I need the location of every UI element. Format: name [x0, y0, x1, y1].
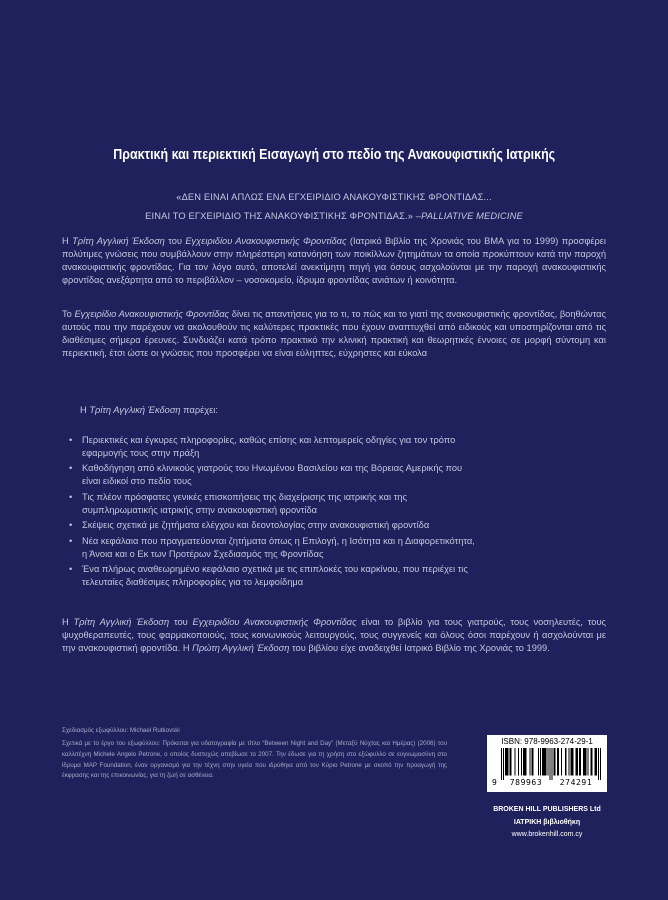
- text-run: Το: [62, 309, 75, 319]
- edition-name: Τρίτη Αγγλική Έκδοση: [72, 236, 165, 246]
- ean13-barcode: [501, 748, 601, 780]
- text-run: Η: [80, 405, 90, 415]
- barcode-bar: [568, 748, 569, 775]
- isbn-number: ISBN: 978-9963-274-29-1: [501, 737, 593, 746]
- barcode-bar: [583, 748, 586, 775]
- barcode-bar: [542, 748, 546, 775]
- bullet-icon: [69, 519, 72, 532]
- barcode-guard-bar: [549, 748, 550, 780]
- barcode-bar: [532, 748, 534, 775]
- text-run: είναι το βιβλίο για τους γιατρούς, τους νοσηλευτές, τους ψυχοθεραπευτές, τους φαρμακοποιούς, τους κοινωνικούς λειτουργούς, τους συγγενείς και όλους όσοι παρέχουν ή ασχολούνται με την ανακουφιστική φροντίδα. Η: [62, 617, 607, 653]
- barcode-bar: [547, 748, 548, 775]
- bullet-icon: [69, 434, 72, 447]
- barcode-bar: [565, 748, 566, 775]
- intro-paragraph: [62, 235, 606, 287]
- barcode-bar: [523, 748, 526, 775]
- review-quote-line-1: «ΔΕΝ ΕΙΝΑΙ ΑΠΛΩΣ ΕΝΑ ΕΓΧΕΙΡΙΔΙΟ ΑΝΑΚΟΥΦΙΣΤΙΚΗΣ ΦΡΟΝΤΙΔΑΣ...: [176, 192, 492, 202]
- barcode-bar: [554, 748, 556, 775]
- feature-text: Καθοδήγηση από κλινικούς γιατρούς του Ηνωμένου Βασιλείου και της Βόρειας Αμερικής που είναι ειδικοί στο πεδίο τους: [82, 463, 463, 487]
- cover-design-credit: Σχεδιασμός εξωφύλλου: Michael Rutkovski: [62, 727, 180, 734]
- barcode-guard-bar: [552, 748, 553, 780]
- text-run: Η: [62, 617, 74, 627]
- publisher-imprint: ΙΑΤΡΙΚΗ βιβλιοθήκη: [513, 818, 581, 826]
- barcode-bar: [570, 748, 573, 775]
- description-paragraph: [62, 308, 606, 360]
- feature-item: [66, 491, 480, 517]
- barcode-right-digits: 274291: [559, 778, 593, 787]
- barcode-bar: [579, 748, 581, 775]
- text-run: του βιβλίου είχε αναδειχθεί Ιατρικό Βιβλίο της Χρονιάς το 1999.: [289, 642, 550, 653]
- book-title: Εγχειρίδιο Ανακουφιστικής Φροντίδας: [74, 309, 230, 319]
- barcode-lead-digit: 9: [492, 778, 497, 787]
- feature-text: Περιεκτικές και έγκυρες πληροφορίες, καθώς επίσης και λεπτομερείς οδηγίες για τον τρόπο εφαρμογής τους στην πράξη: [82, 435, 456, 458]
- barcode-bar: [505, 748, 508, 775]
- text-run: Η: [62, 236, 73, 246]
- barcode-guard-bar: [503, 748, 504, 780]
- barcode-guard-bar: [598, 748, 599, 780]
- barcode-bar: [515, 748, 516, 775]
- feature-item: [66, 519, 480, 532]
- cover-artwork-note: Σχετικά με το έργο του εξωφύλλου: Πρόκειται για υδατογραφία με τίτλο “Between Night and Day” (Μεταξύ Νύχτας και Ημέρας) (2006) του καλλιτέχνη Michele Angelo Petrone, ο οποίος δυστυχώς απεβίωσε το 2007. Την έδωσε για τη χρήση στο εξώφυλλο σε ευγνωμοσύνη στο ίδρυμα MAP Foundation, έναν οργανισμό για την τέχνη στην υγεία που ιδρύθηκε από τον Κύριο Petrone με σκοπό την προαγωγή της έκφρασης και της επικοινωνίας, για τη ζωή σε ασθένεια.: [62, 740, 447, 780]
- cover-headline: [0, 145, 668, 165]
- barcode-bar: [509, 748, 511, 775]
- feature-text: Σκέψεις σχετικά με ζητήματα ελέγχου και δεοντολογίας στην ανακουφιστική φροντίδα: [82, 520, 430, 531]
- edition-name: Πρώτη Αγγλική Έκδοση: [192, 642, 290, 653]
- publisher-website: www.brokenhill.com.cy: [511, 831, 583, 838]
- barcode-bar: [587, 748, 588, 775]
- feature-item: [66, 462, 480, 488]
- barcode-left-digits: 789963: [509, 778, 543, 787]
- text-run: δίνει τις απαντήσεις για το τι, το πώς και το γιατί της ανακουφιστικής φροντίδας, βοηθώντας αυτούς που την παρέχουν να ακολουθούν τις καλύτερες πρακτικές που έχουν αναπτυχθεί από ειδικούς και υποστηρίζονται από τις διαθέσιμες σήμερα έρευνες. Συνδυάζει κατά τρόπο πρακτικό την κλινική πρακτική και θεωρητικές έννοιες σε μορφή σύντομη και περιεκτική, έτσι ώστε οι γνώσεις που προσφέρει να είναι εύληπτες, εύχρηστες και εύκολα: [62, 309, 606, 358]
- text-run: του: [164, 236, 186, 246]
- barcode-bar: [576, 748, 578, 775]
- barcode-bar: [540, 748, 541, 775]
- cover-headline-text: Πρακτική και περιεκτική Εισαγωγή στο πεδίο της Ανακουφιστικής Ιατρικής: [113, 146, 555, 163]
- barcode-bar: [557, 748, 559, 775]
- feature-item: [66, 563, 480, 589]
- review-quote-source: –PALLIATIVE MEDICINE: [415, 211, 523, 221]
- feature-item: [66, 434, 480, 460]
- book-title: Εγχειριδίου Ανακουφιστικής Φροντίδας: [192, 617, 357, 627]
- review-quote-line-2: [0, 210, 668, 222]
- publisher-block: [482, 804, 612, 842]
- feature-text: Ένα πλήρως αναθεωρημένο κεφάλαιο σχετικά με τις επιπλοκές του καρκίνου, που περιέχει τις τελευταίες διαθέσιμες πληροφορίες για το λεμφοίδημα: [82, 564, 468, 588]
- feature-text: Τις πλέον πρόσφατες γενικές επισκοπήσεις της διαχείρισης της ιατρικής και της συμπληρωματικής ιατρικής στην ανακουφιστική φροντίδα: [82, 491, 407, 515]
- feature-item: [66, 535, 480, 561]
- bullet-icon: [69, 462, 72, 475]
- text-run: παρέχει:: [180, 405, 218, 415]
- bullet-icon: [69, 563, 72, 576]
- bullet-icon: [69, 491, 72, 504]
- barcode-bar: [521, 748, 522, 775]
- barcode-bar: [518, 748, 519, 775]
- text-run: (Ιατρικό Βιβλίο της Χρονιάς του BMA για το 1999) προσφέρει πολύτιμες γνώσεις που συμβάλλουν στην πληρέστερη κατανόηση των ποικίλλων ζητημάτων τα οποία προκύπτουν κατά την παροχή ανακουφιστικής φροντίδας. Για τον λόγο αυτό, αποτελεί ανεκτίμητη πηγή για όσους ασχολούνται με την παροχή ανακουφιστικής φροντίδας ανεξάρτητα από το περιβάλλον – νοσοκομείο, ίδρυμα φροντίδας ανιάτων ή κοινότητα.: [62, 236, 606, 285]
- features-list: [66, 434, 480, 592]
- barcode-bar: [529, 748, 530, 775]
- book-title: Εγχειριδίου Ανακουφιστικής Φροντίδας: [185, 236, 347, 246]
- closing-paragraph: [62, 616, 606, 655]
- barcode-guard-bar: [600, 748, 601, 780]
- feature-text: Νέα κεφάλαια που πραγματεύονται ζητήματα όπως η Επιλογή, η Ισότητα και η Διαφορετικότητα, η Άνοια και ο Εκ των Προτέρων Σχεδιασμός της Φροντίδας: [82, 535, 475, 559]
- text-run: του: [169, 617, 193, 627]
- barcode-bar: [590, 748, 592, 775]
- review-quote-text: ΕΙΝΑΙ ΤΟ ΕΓΧΕΙΡΙΔΙΟ ΤΗΣ ΑΝΑΚΟΥΦΙΣΤΙΚΗΣ ΦΡΟΝΤΙΔΑΣ.»: [145, 211, 414, 221]
- publisher-name: BROKEN HILL PUBLISHERS Ltd: [493, 806, 601, 813]
- barcode-bar: [561, 748, 562, 775]
- features-heading: [80, 404, 218, 417]
- bullet-icon: [69, 535, 72, 548]
- edition-name: Τρίτη Αγγλική Έκδοση: [89, 405, 181, 415]
- barcode-bar: [538, 748, 539, 775]
- isbn-barcode-panel: [487, 735, 607, 792]
- edition-name: Τρίτη Αγγλική Έκδοση: [73, 617, 170, 627]
- barcode-guard-bar: [501, 748, 502, 780]
- barcode-bar: [595, 748, 597, 775]
